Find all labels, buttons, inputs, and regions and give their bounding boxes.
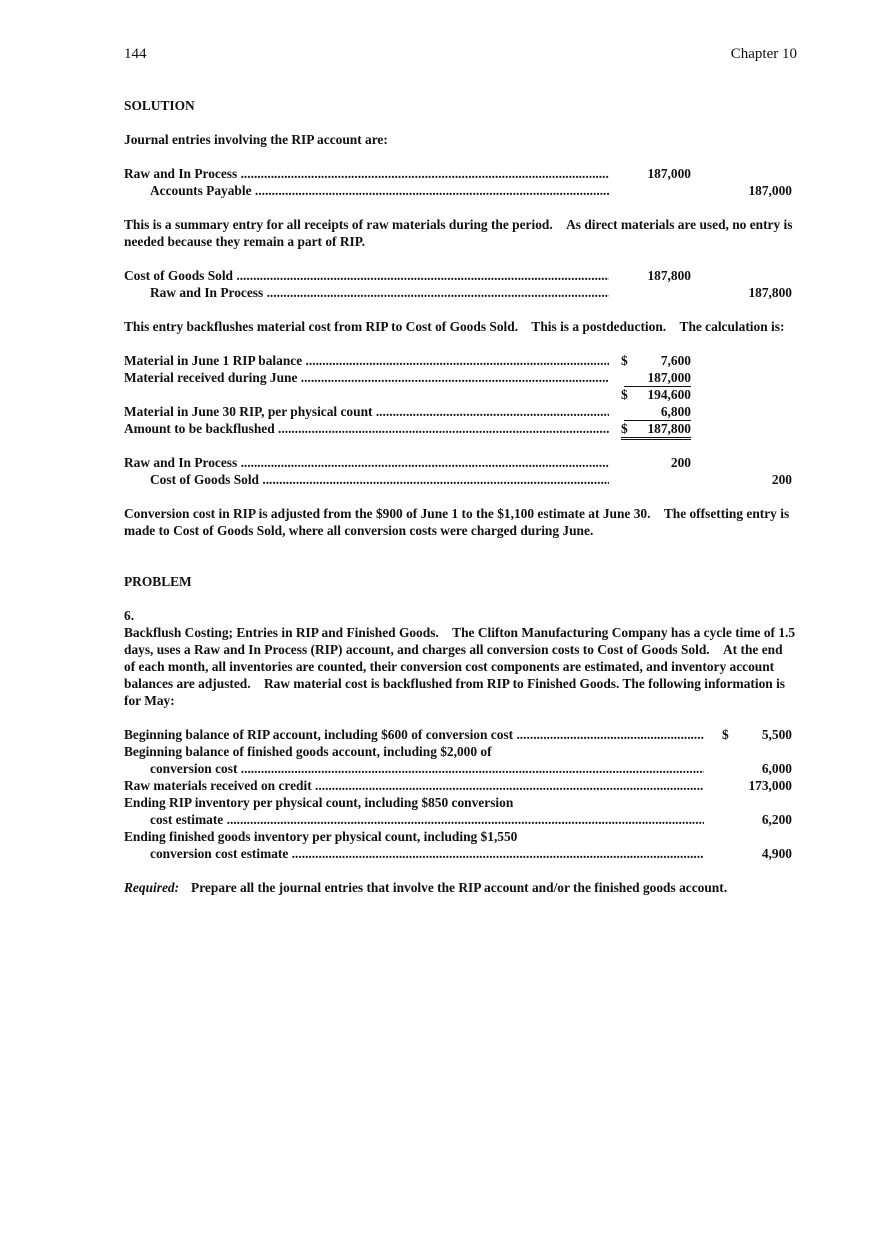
entry3-credit-account: Cost of Goods Sold ..... [124, 471, 609, 488]
may-info-dollar: $ [722, 727, 729, 742]
calc-amount: 6,800 [624, 403, 691, 421]
entry1-credit-amount: 187,000 [748, 183, 792, 198]
may-info-amount: 5,500 [761, 727, 792, 742]
may-info-row [124, 726, 797, 743]
may-info-row [124, 743, 797, 760]
may-info-label: Beginning balance of RIP account, including $600 of conversion cost ..... [124, 726, 704, 743]
calc-label: Material received during June ..... [124, 369, 609, 386]
calc-dollar: $ [621, 387, 628, 402]
may-info-label: conversion cost estimate ..... [124, 845, 704, 862]
entry1-credit-row [124, 182, 797, 199]
calc-amount: 187,000 [624, 369, 691, 387]
calc-dollar: $ [621, 353, 628, 368]
may-info-label: Ending RIP inventory per physical count, including $850 conversion [124, 795, 514, 810]
problem-number: 6. [124, 608, 135, 623]
entry2-credit-account: Raw and In Process ..... [124, 284, 609, 301]
calc-amount: 187,800 [624, 420, 691, 440]
required-label: Required: [124, 880, 180, 895]
entry1-debit-account: Raw and In Process ..... [124, 165, 609, 182]
calc-label: Amount to be backflushed ..... [124, 420, 609, 437]
entry2-debit-row [124, 267, 797, 284]
may-info-row [124, 811, 797, 828]
entry1-debit-row [124, 165, 797, 182]
problem-heading: PROBLEM [124, 574, 192, 589]
calc-amount: 194,600 [647, 387, 691, 402]
may-info-amount: 173,000 [748, 778, 792, 793]
entry2-debit-amount: 187,800 [647, 268, 691, 283]
may-info-amount: 6,000 [761, 761, 792, 776]
required-statement [124, 879, 797, 896]
entry3-credit-amount: 200 [771, 472, 792, 487]
entry2-debit-account: Cost of Goods Sold ..... [124, 267, 609, 284]
may-info-amount: 6,200 [761, 812, 792, 827]
paragraph-1: This is a summary entry for all receipts of raw materials during the period. As direct materials are used, no entry is needed because they remain a part of RIP. [124, 217, 793, 249]
entry1-credit-account: Accounts Payable ..... [124, 182, 609, 199]
may-info-row [124, 794, 797, 811]
calc-dollar: $ [621, 420, 628, 440]
entry3-credit-row [124, 471, 797, 488]
journal-intro: Journal entries involving the RIP account are: [124, 132, 388, 147]
entry2-credit-row [124, 284, 797, 301]
may-info-amount: 4,900 [761, 846, 792, 861]
paragraph-3: Conversion cost in RIP is adjusted from the $900 of June 1 to the $1,100 estimate at June 30. The offsetting entry is made to Cost of Goods Sold, where all conversion costs were charged during June. [124, 506, 790, 538]
entry3-debit-row [124, 454, 797, 471]
problem-text: Backflush Costing; Entries in RIP and Finished Goods. The Clifton Manufacturing Company has a cycle time of 1.5 days, uses a Raw and In Process (RIP) account, and charges all conversion costs to Cost of Goods Sold. At the end of each month, all inventories are counted, their conversion cost components are estimated, and inventory account balances are adjusted. Raw material cost is backflushed from RIP to Finished Goods. The following information is for May: [124, 625, 796, 708]
calc-row [124, 369, 797, 386]
chapter-label: Chapter 10 [730, 46, 797, 62]
may-info-label: cost estimate ..... [124, 811, 704, 828]
entry3-debit-account: Raw and In Process ..... [124, 454, 609, 471]
page-number: 144 [124, 46, 147, 62]
calc-label: Material in June 30 RIP, per physical count ..... [124, 403, 609, 420]
calc-row [124, 352, 797, 369]
may-info-label: Raw materials received on credit ..... [124, 777, 704, 794]
paragraph-2: This entry backflushes material cost from RIP to Cost of Goods Sold. This is a postdeduction. The calculation is: [124, 319, 785, 334]
may-info-row [124, 828, 797, 845]
may-info-row [124, 845, 797, 862]
entry3-debit-amount: 200 [670, 455, 691, 470]
may-info-row [124, 777, 797, 794]
may-info-label: Beginning balance of finished goods account, including $2,000 of [124, 744, 492, 759]
entry1-debit-amount: 187,000 [647, 166, 691, 181]
may-info-row [124, 760, 797, 777]
page-content [124, 97, 797, 896]
calc-row [124, 420, 797, 437]
may-info-label: conversion cost ..... [124, 760, 704, 777]
entry2-credit-amount: 187,800 [748, 285, 792, 300]
may-info-label: Ending finished goods inventory per physical count, including $1,550 [124, 829, 518, 844]
calc-row [124, 403, 797, 420]
calc-row [124, 386, 797, 403]
solution-heading: SOLUTION [124, 98, 195, 113]
calc-amount: 7,600 [660, 353, 691, 368]
required-text: Prepare all the journal entries that involve the RIP account and/or the finished goods account. [191, 880, 728, 895]
calc-label: Material in June 1 RIP balance ..... [124, 352, 609, 369]
